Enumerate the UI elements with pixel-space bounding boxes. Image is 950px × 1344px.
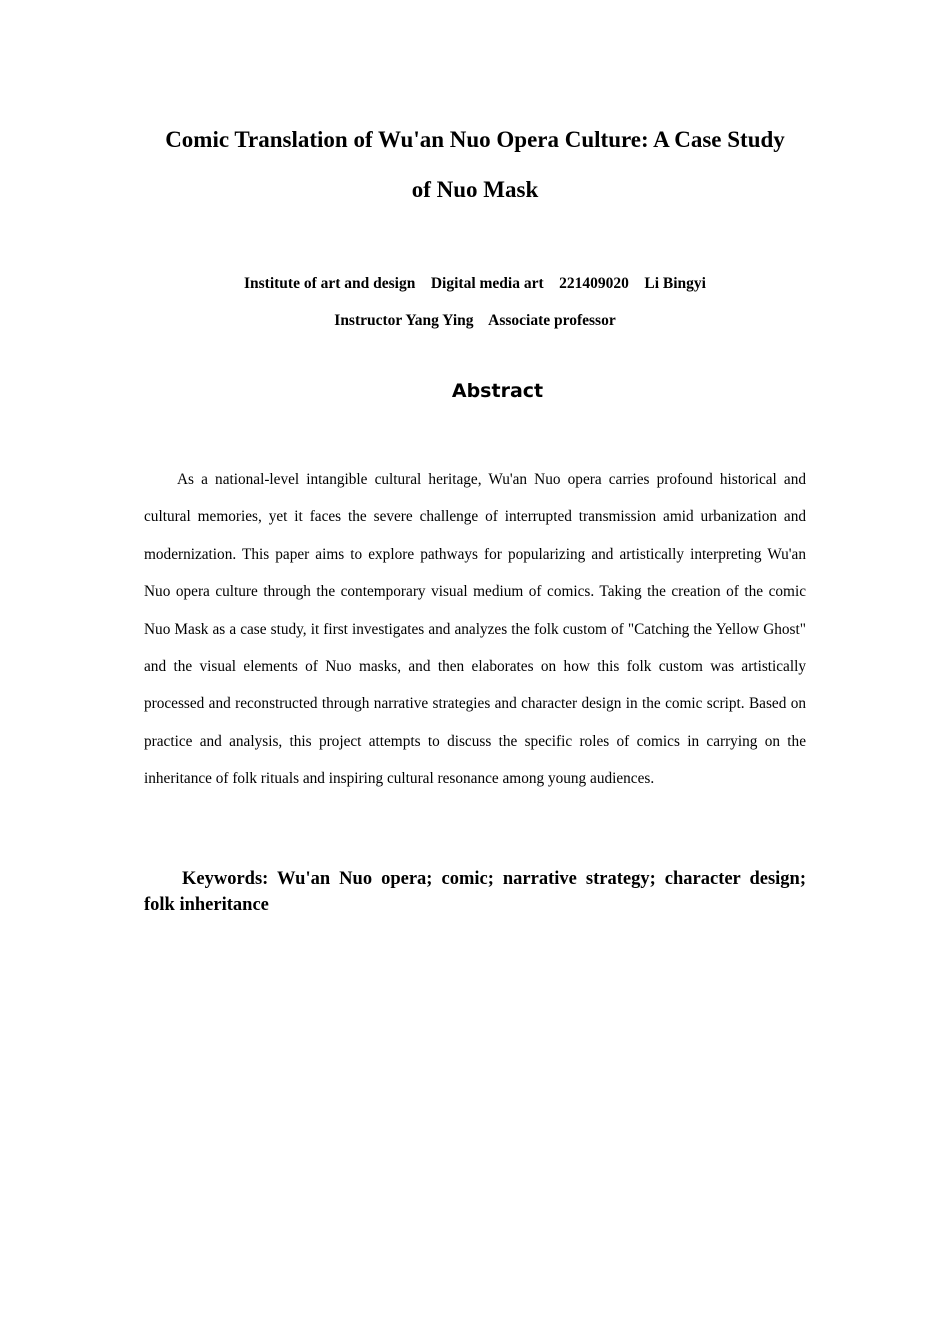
paper-title-line-2: of Nuo Mask bbox=[411, 177, 539, 202]
instructor-line: Instructor Yang Ying Associate professor bbox=[334, 312, 616, 329]
keywords: Keywords: Wu'an Nuo opera; comic; narrative strategy; character design; folk inheritance bbox=[144, 869, 806, 915]
abstract-heading: Abstract bbox=[451, 380, 544, 402]
abstract-body: As a national-level intangible cultural heritage, Wu'an Nuo opera carries profound historical and cultural memories, yet it faces the severe challenge of interrupted transmission amid urbanization and modernization. This paper aims to explore pathways for popularizing and artistically interpreting Wu'an Nuo opera culture through the contemporary visual medium of comics. Taking the creation of the comic Nuo Mask as a case study, it first investigates and analyzes the folk custom of "Catching the Yellow Ghost" and the visual elements of Nuo masks, and then elaborates on how this folk custom was artistically processed and reconstructed through narrative strategies and character design in the comic script. Based on practice and analysis, this project attempts to discuss the specific roles of comics in carrying on the inheritance of folk rituals and inspiring cultural resonance among young audiences. bbox=[144, 471, 806, 788]
author-affiliation: Institute of art and design Digital media art 221409020 Li Bingyi bbox=[243, 275, 706, 292]
paper-title-line-1: Comic Translation of Wu'an Nuo Opera Culture: A Case Study bbox=[165, 127, 785, 152]
